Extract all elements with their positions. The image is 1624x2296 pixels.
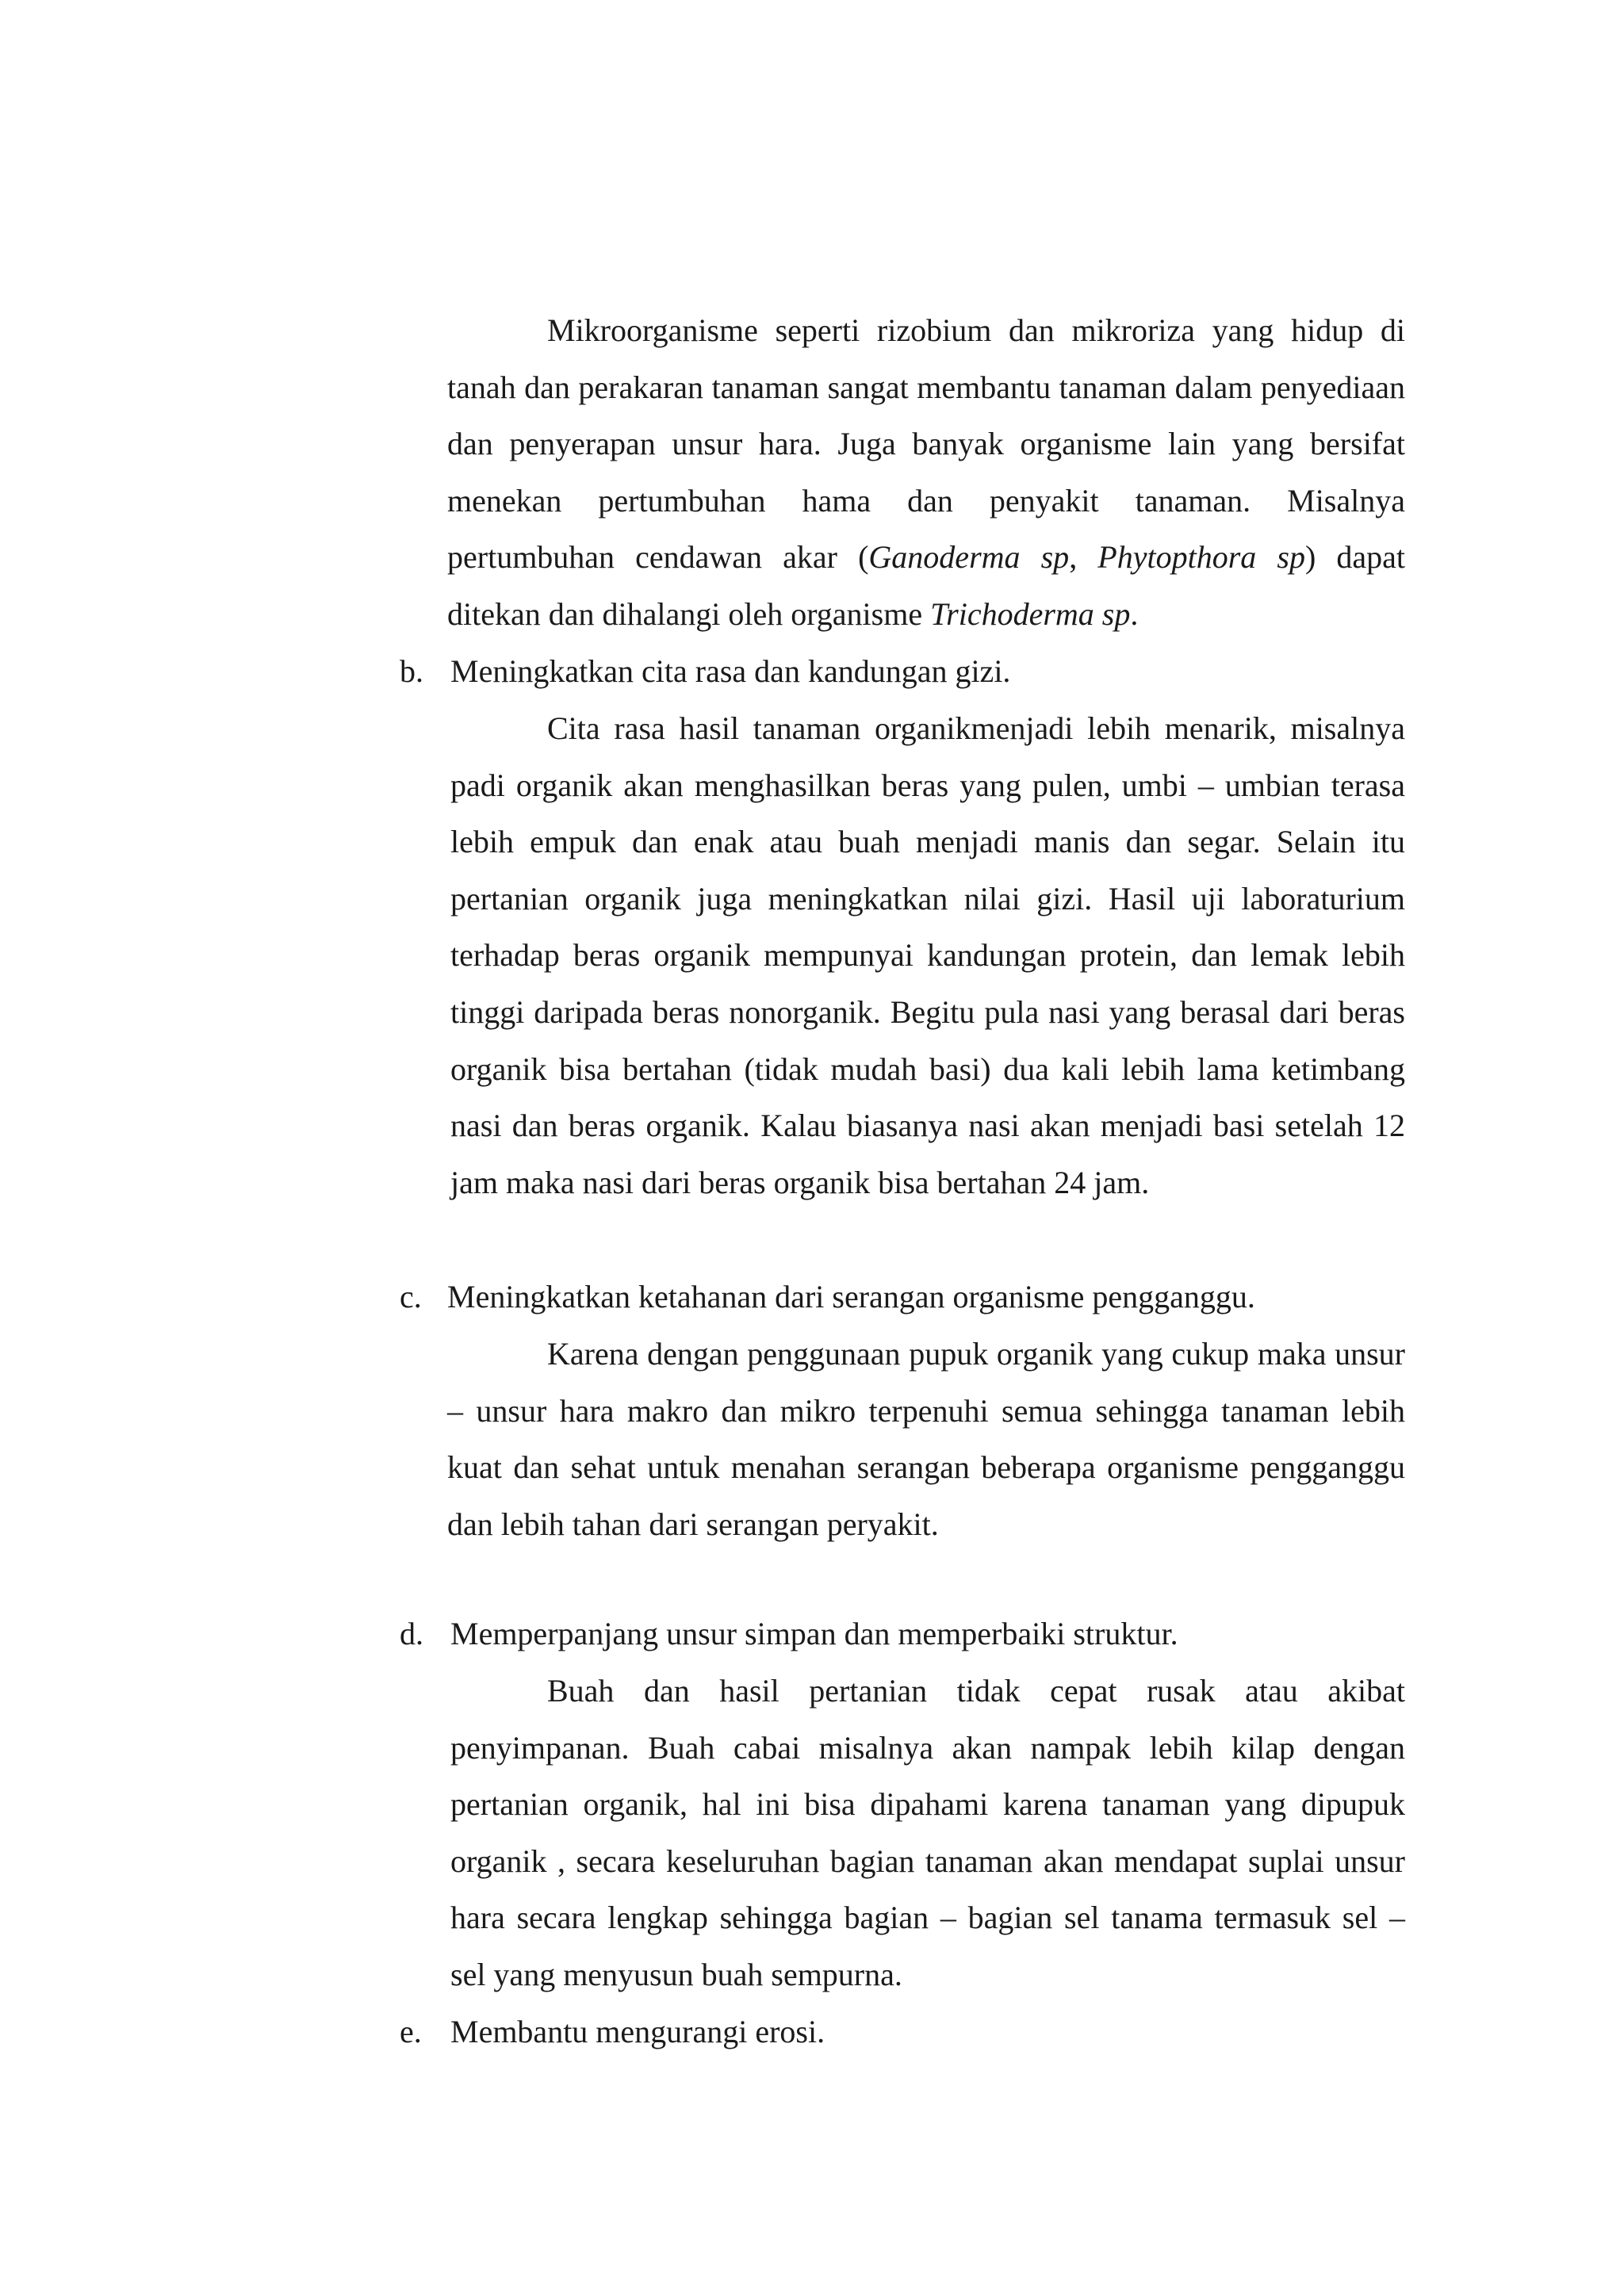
item-d-body: Buah dan hasil pertanian tidak cepat rusak atau akibat penyimpanan. Buah cabai misalnya akan nampak lebih kilap dengan pertanian organik, hal ini bisa dipahami karena tanaman yang dipupuk organik , secara keseluruhan bagian tanaman akan mendapat suplai unsur hara secara lengkap sehingga bagian – bagian sel tanama termasuk sel – sel yang menyusun buah sempurna. [450, 1673, 1405, 1992]
item-e-heading: Membantu mengurangi erosi. [450, 2014, 825, 2049]
intro-text-2: ) dapat ditekan dan dihalangi oleh organisme [447, 539, 1405, 632]
item-c-marker: c. [400, 1279, 422, 1314]
intro-italic-trichoderma: Trichoderma sp [930, 595, 1131, 632]
item-b-marker: b. [400, 653, 423, 689]
intro-paragraph [447, 302, 1405, 643]
intro-text-1: Mikroorganisme seperti rizobium dan mikroriza yang hidup di tanah dan perakaran tanaman sangat membantu tanaman dalam penyediaan dan penyerapan unsur hara. Juga banyak organisme lain yang bersifat menekan pertumbuhan hama dan penyakit tanaman. Misalnya pertumbuhan cendawan akar ( [447, 312, 1405, 576]
item-e-marker: e. [400, 2014, 422, 2049]
intro-separator: , [1069, 539, 1098, 576]
item-d-heading: Memperpanjang unsur simpan dan memperbaiki struktur. [450, 1616, 1178, 1651]
item-c-heading: Meningkatkan ketahanan dari serangan organisme pengganggu. [447, 1279, 1255, 1314]
intro-italic-phytopthora: Phytopthora sp [1097, 539, 1305, 576]
intro-text-3: . [1130, 595, 1139, 632]
intro-italic-ganoderma: Ganoderma sp [868, 539, 1070, 576]
item-d-marker: d. [400, 1616, 423, 1651]
item-c-body: Karena dengan penggunaan pupuk organik yang cukup maka unsur – unsur hara makro dan mikro terpenuhi semua sehingga tanaman lebih kuat dan sehat untuk menahan serangan beberapa organisme pengganggu dan lebih tahan dari serangan peryakit. [447, 1336, 1405, 1542]
item-b-body: Cita rasa hasil tanaman organikmenjadi lebih menarik, misalnya padi organik akan menghasilkan beras yang pulen, umbi – umbian terasa lebih empuk dan enak atau buah menjadi manis dan segar. Selain itu pertanian organik juga meningkatkan nilai gizi. Hasil uji laboraturium terhadap beras organik mempunyai kandungan protein, dan lemak lebih tinggi daripada beras nonorganik. Begitu pula nasi yang berasal dari beras organik bisa bertahan (tidak mudah basi) dua kali lebih lama ketimbang nasi dan beras organik. Kalau biasanya nasi akan menjadi basi setelah 12 jam maka nasi dari beras organik bisa bertahan 24 jam. [450, 710, 1405, 1200]
item-b-heading: Meningkatkan cita rasa dan kandungan gizi. [450, 653, 1011, 689]
